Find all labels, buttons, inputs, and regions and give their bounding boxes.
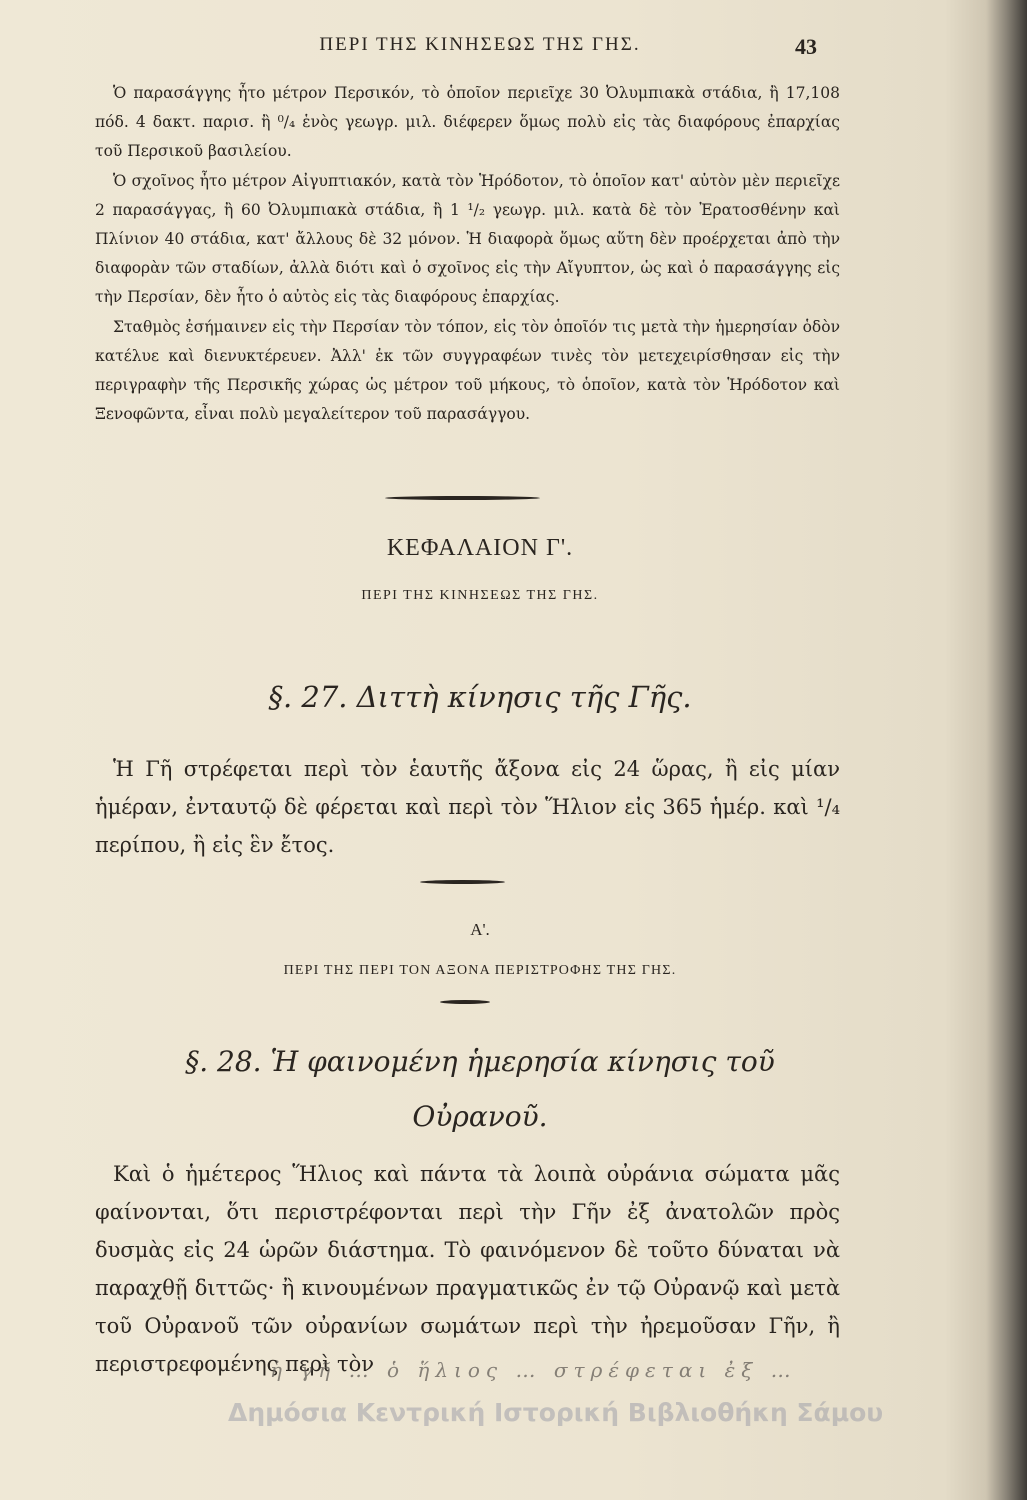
ornamental-rule xyxy=(385,496,540,500)
section-27-body xyxy=(95,750,840,864)
handwritten-note: ἡ γῆ … ὁ ἥλιος … στρέφεται ἐξ … xyxy=(270,1358,797,1382)
library-watermark: Δημόσια Κεντρική Ιστορική Βιβλιοθήκη Σάμου xyxy=(228,1398,884,1427)
ornamental-rule xyxy=(420,880,505,884)
chapter-subtitle: ΠΕΡΙ ΤΗΣ ΚΙΝΗΣΕΩΣ ΤΗΣ ΓΗΣ. xyxy=(361,588,599,603)
chapter-title: ΚΕΦΑΛΑΙΟΝ Γ'. xyxy=(386,535,574,561)
section-28-text: Καὶ ὁ ἡμέτερος Ἥλιος καὶ πάντα τὰ λοιπὰ οὐράνια σώματα μᾶς φαίνονται, ὅτι περιστρέφονται περὶ τὴν Γῆν ἐξ ἀνατολῶν πρὸς δυσμὰς εἰς 24 ὡρῶν διάστημα. Τὸ φαινόμενον δὲ τοῦτο δύναται νὰ παραχθῇ διττῶς· ἢ κινουμένων πραγματικῶς ἐν τῷ Οὐρανῷ καὶ μετὰ τοῦ Οὐρανοῦ τῶν οὐρανίων σωμάτων περὶ τὴν ἠρεμοῦσαν Γῆν, ἢ περιστρεφομένης περὶ τὸν xyxy=(95,1162,840,1376)
running-title: ΠΕΡΙ ΤΗΣ ΚΙΝΗΣΕΩΣ ΤΗΣ ΓΗΣ. xyxy=(319,34,641,55)
section-27-text: Ἡ Γῆ στρέφεται περὶ τὸν ἑαυτῆς ἄξονα εἰς 24 ὥρας, ἢ εἰς μίαν ἡμέραν, ἐνταυτῷ δὲ φέρεται καὶ περὶ τὸν Ἥλιον εἰς 365 ἡμέρ. καὶ ¹/₄ περίπου, ἢ εἰς ἓν ἔτος. xyxy=(95,757,840,857)
paragraph-parasanges: Ὁ παρασάγγης ἦτο μέτρον Περσικόν, τὸ ὁποῖον περιεῖχε 30 Ὀλυμπιακὰ στάδια, ἢ 17,108 πόδ. 4 δακτ. παρισ. ἢ ⁰/₄ ἑνὸς γεωγρ. μιλ. διέφερεν ὅμως πολὺ εἰς τὰς διαφόρους ἐπαρχίας τοῦ Περσικοῦ βασιλείου. xyxy=(95,84,840,161)
notes-block xyxy=(95,79,840,429)
page-number: 43 xyxy=(795,34,817,59)
running-head xyxy=(0,34,1027,64)
section-28-heading: §. 28. Ἡ φαινομένη ἡμερησία κίνησις τοῦ xyxy=(185,1045,775,1078)
subsection-title: ΠΕΡΙ ΤΗΣ ΠΕΡΙ ΤΟΝ ΑΞΟΝΑ ΠΕΡΙΣΤΡΟΦΗΣ ΤΗΣ ΓΗΣ. xyxy=(283,963,677,978)
section-27-heading: §. 27. Διττὴ κίνησις τῆς Γῆς. xyxy=(268,680,692,714)
subsection-letter: Α'. xyxy=(470,920,490,939)
section-28-body xyxy=(95,1155,840,1383)
paragraph-stathmos: Σταθμὸς ἐσήμαινεν εἰς τὴν Περσίαν τὸν τόπον, εἰς τὸν ὁποῖόν τις μετὰ τὴν ἡμερησίαν ὁδὸν κατέλυε καὶ διενυκτέρευεν. Ἀλλ' ἐκ τῶν συγγραφέων τινὲς τὸν μετεχειρίσθησαν εἰς τὴν περιγραφὴν τῆς Περσικῆς χώρας ὡς μέτρον τοῦ μήκους, τὸ ὁποῖον, κατὰ τὸν Ἡρόδοτον καὶ Ξενοφῶντα, εἶναι πολὺ μεγαλείτερον τοῦ παρασάγγου. xyxy=(95,317,840,424)
section-28-heading-cont: Οὐρανοῦ. xyxy=(412,1100,548,1133)
paragraph-schoinos: Ὁ σχοῖνος ἦτο μέτρον Αἰγυπτιακόν, κατὰ τὸν Ἡρόδοτον, τὸ ὁποῖον κατ' αὐτὸν μὲν περιεῖχε 2 παρασάγγας, ἢ 60 Ὀλυμπιακὰ στάδια, ἢ 1 ¹/₂ γεωγρ. μιλ. κατὰ δὲ τὸν Ἐρατοσθένην καὶ Πλίνιον 40 στάδια, κατ' ἄλλους δὲ 32 μόνον. Ἡ διαφορὰ ὅμως αὕτη δὲν προέρχεται ἀπὸ τὴν διαφορὰν τῶν σταδίων, ἀλλὰ διότι καὶ ὁ σχοῖνος εἰς τὴν Αἴγυπτον, ὡς καὶ ὁ παρασάγγης εἰς τὴν Περσίαν, δὲν ἦτο ὁ αὐτὸς εἰς τὰς διαφόρους ἐπαρχίας. xyxy=(95,171,840,307)
ornamental-rule xyxy=(440,1000,490,1004)
